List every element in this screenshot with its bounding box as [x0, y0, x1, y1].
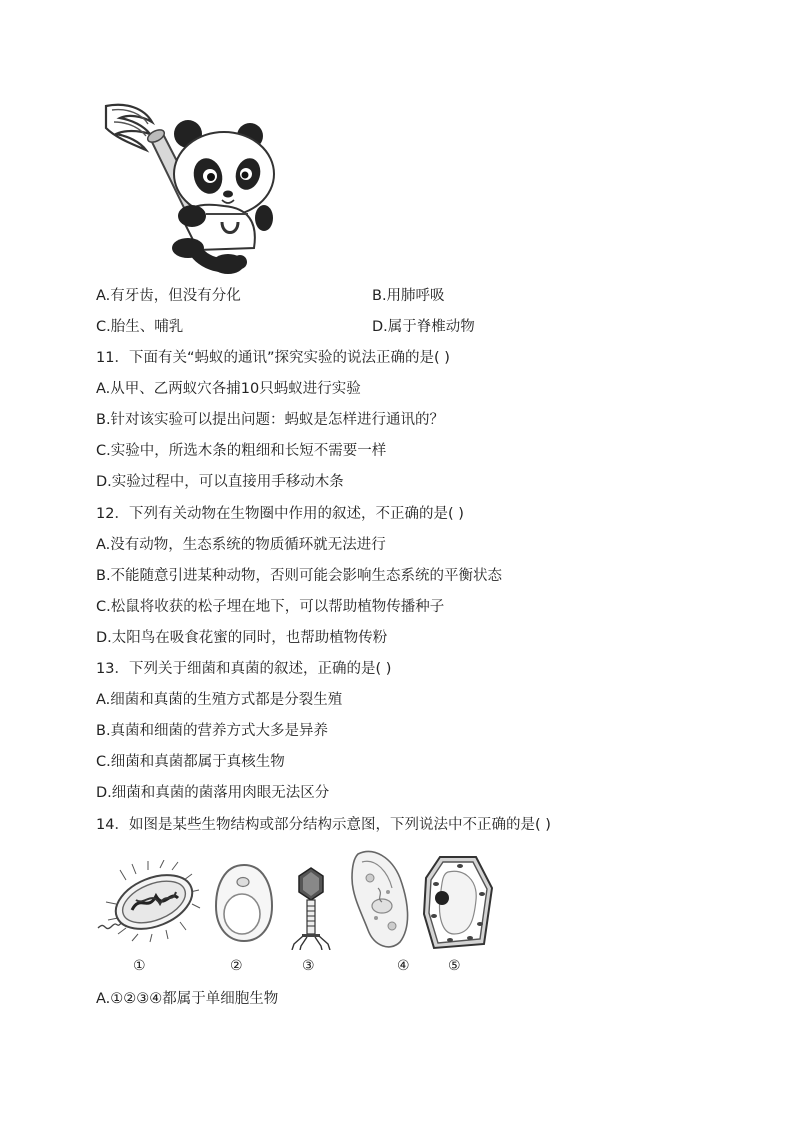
plant-cell-figure [420, 854, 496, 952]
q10-option-a[interactable]: A.有牙齿，但没有分化 [96, 288, 241, 304]
q12-option-b[interactable]: B.不能随意引进某种动物，否则可能会影响生态系统的平衡状态 [96, 568, 503, 584]
q13-option-a[interactable]: A.细菌和真菌的生殖方式都是分裂生殖 [96, 692, 343, 708]
figure-label-1: ① [133, 958, 146, 974]
figure-label-4: ④ [397, 958, 410, 974]
bacteriophage-figure [288, 866, 334, 950]
q10-option-c[interactable]: C.胎生、哺乳 [96, 319, 184, 335]
q11-option-d[interactable]: D.实验过程中，可以直接用手移动木条 [96, 474, 344, 490]
q13-option-b[interactable]: B.真菌和细菌的营养方式大多是异养 [96, 723, 329, 739]
panda-mascot-illustration [98, 98, 278, 276]
q13-option-d[interactable]: D.细菌和真菌的菌落用肉眼无法区分 [96, 785, 330, 801]
q12-stem: 12．下列有关动物在生物圈中作用的叙述，不正确的是( ) [96, 506, 464, 522]
q11-option-b[interactable]: B.针对该实验可以提出问题：蚂蚁是怎样进行通讯的？ [96, 412, 445, 428]
q12-option-a[interactable]: A.没有动物，生态系统的物质循环就无法进行 [96, 537, 386, 553]
figure-label-2: ② [230, 958, 243, 974]
q14-stem: 14．如图是某些生物结构或部分结构示意图，下列说法中不正确的是( ) [96, 817, 551, 833]
figure-label-3: ③ [302, 958, 315, 974]
q10-option-b[interactable]: B.用肺呼吸 [372, 288, 445, 304]
q11-stem: 11．下面有关“蚂蚁的通讯”探究实验的说法正确的是( ) [96, 350, 450, 366]
q11-option-c[interactable]: C.实验中，所选木条的粗细和长短不需要一样 [96, 443, 387, 459]
q10-option-d[interactable]: D.属于脊椎动物 [372, 319, 475, 335]
bacterium-figure [96, 860, 202, 944]
paramecium-figure [348, 848, 414, 950]
yeast-cell-figure [212, 862, 276, 944]
q12-option-c[interactable]: C.松鼠将收获的松子埋在地下，可以帮助植物传播种子 [96, 599, 445, 615]
q11-option-a[interactable]: A.从甲、乙两蚁穴各捕10只蚂蚁进行实验 [96, 381, 361, 397]
q14-option-a[interactable]: A.①②③④都属于单细胞生物 [96, 991, 279, 1007]
q13-stem: 13．下列关于细菌和真菌的叙述，正确的是( ) [96, 661, 392, 677]
q12-option-d[interactable]: D.太阳鸟在吸食花蜜的同时，也帮助植物传粉 [96, 630, 388, 646]
figure-label-5: ⑤ [448, 958, 461, 974]
q13-option-c[interactable]: C.细菌和真菌都属于真核生物 [96, 754, 285, 770]
